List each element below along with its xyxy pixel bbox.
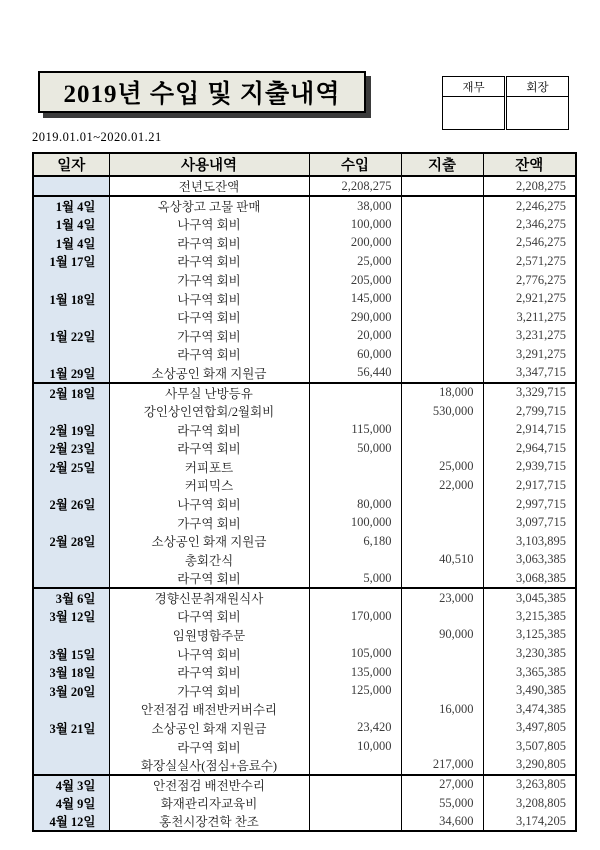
income-cell: 23,420 xyxy=(309,719,401,738)
table-row xyxy=(33,663,576,682)
income-cell xyxy=(309,626,401,645)
description-cell: 라구역 회비 xyxy=(109,345,309,364)
header-expense: 지출 xyxy=(401,153,483,176)
date-cell: 3월 12일 xyxy=(33,607,109,626)
balance-cell: 2,997,715 xyxy=(483,495,576,514)
income-cell xyxy=(309,812,401,831)
balance-cell: 3,103,895 xyxy=(483,532,576,551)
page-title: 2019년 수입 및 지출내역 xyxy=(63,81,341,108)
date-cell xyxy=(33,176,109,196)
income-cell: 115,000 xyxy=(309,420,401,439)
date-cell: 4월 9일 xyxy=(33,794,109,813)
income-cell xyxy=(309,458,401,477)
expense-cell xyxy=(401,439,483,458)
table-row xyxy=(33,402,576,421)
date-cell: 2월 18일 xyxy=(33,383,109,402)
income-cell: 2,208,275 xyxy=(309,176,401,196)
date-cell: 1월 29일 xyxy=(33,364,109,383)
description-cell: 안전점검 배전반수리 xyxy=(109,775,309,794)
table-row xyxy=(33,271,576,290)
chairman-label-cell: 회장 xyxy=(506,77,569,97)
expense-cell: 16,000 xyxy=(401,700,483,719)
description-cell: 다구역 회비 xyxy=(109,308,309,327)
income-cell: 145,000 xyxy=(309,289,401,308)
table-row xyxy=(33,681,576,700)
income-cell: 200,000 xyxy=(309,234,401,253)
header-row xyxy=(33,153,576,176)
description-cell: 사무실 난방등유 xyxy=(109,383,309,402)
balance-cell: 3,231,275 xyxy=(483,327,576,346)
month-section xyxy=(33,196,576,383)
table-row xyxy=(33,513,576,532)
expense-cell: 530,000 xyxy=(401,402,483,421)
income-cell: 6,180 xyxy=(309,532,401,551)
date-cell xyxy=(33,476,109,495)
income-cell: 105,000 xyxy=(309,644,401,663)
balance-cell: 2,776,275 xyxy=(483,271,576,290)
income-cell xyxy=(309,588,401,607)
date-cell: 1월 18일 xyxy=(33,289,109,308)
income-cell xyxy=(309,794,401,813)
table-row xyxy=(33,420,576,439)
income-cell xyxy=(309,383,401,402)
balance-cell: 3,507,805 xyxy=(483,737,576,756)
date-cell: 1월 17일 xyxy=(33,252,109,271)
balance-cell: 3,230,385 xyxy=(483,644,576,663)
expense-cell xyxy=(401,420,483,439)
description-cell: 다구역 회비 xyxy=(109,607,309,626)
date-cell: 3월 6일 xyxy=(33,588,109,607)
date-cell xyxy=(33,271,109,290)
balance-cell: 3,068,385 xyxy=(483,569,576,588)
expense-cell xyxy=(401,495,483,514)
balance-cell: 3,263,805 xyxy=(483,775,576,794)
income-cell: 56,440 xyxy=(309,364,401,383)
date-cell: 3월 15일 xyxy=(33,644,109,663)
expense-cell xyxy=(401,196,483,215)
description-cell: 경향신문취재원식사 xyxy=(109,588,309,607)
description-cell: 커피믹스 xyxy=(109,476,309,495)
balance-cell: 3,125,385 xyxy=(483,626,576,645)
expense-cell xyxy=(401,364,483,383)
balance-cell: 2,346,275 xyxy=(483,215,576,234)
income-cell xyxy=(309,551,401,570)
description-cell: 라구역 회비 xyxy=(109,252,309,271)
date-range: 2019.01.01~2020.01.21 xyxy=(32,130,162,144)
header-date: 일자 xyxy=(33,153,109,176)
date-cell: 1월 22일 xyxy=(33,327,109,346)
table-row xyxy=(33,234,576,253)
expense-cell xyxy=(401,532,483,551)
date-cell xyxy=(33,737,109,756)
table-row xyxy=(33,215,576,234)
balance-cell: 3,474,385 xyxy=(483,700,576,719)
chairman-sign-cell xyxy=(506,97,569,130)
date-cell: 1월 4일 xyxy=(33,196,109,215)
expense-cell: 27,000 xyxy=(401,775,483,794)
description-cell: 총회간식 xyxy=(109,551,309,570)
date-cell xyxy=(33,402,109,421)
description-cell: 안전점검 배전반커버수리 xyxy=(109,700,309,719)
date-cell: 4월 12일 xyxy=(33,812,109,831)
date-cell: 4월 3일 xyxy=(33,775,109,794)
description-cell: 커피포트 xyxy=(109,458,309,477)
table-row xyxy=(33,383,576,402)
balance-cell: 3,497,805 xyxy=(483,719,576,738)
table-row xyxy=(33,458,576,477)
expense-cell xyxy=(401,289,483,308)
ledger-table xyxy=(32,152,577,832)
balance-cell: 2,246,275 xyxy=(483,196,576,215)
expense-cell: 25,000 xyxy=(401,458,483,477)
table-row xyxy=(33,775,576,794)
expense-cell: 23,000 xyxy=(401,588,483,607)
date-cell: 3월 18일 xyxy=(33,663,109,682)
expense-cell xyxy=(401,644,483,663)
table-row xyxy=(33,308,576,327)
expense-cell: 217,000 xyxy=(401,756,483,775)
date-cell: 3월 21일 xyxy=(33,719,109,738)
table-row xyxy=(33,289,576,308)
description-cell: 소상공인 화재 지원금 xyxy=(109,532,309,551)
expense-cell: 18,000 xyxy=(401,383,483,402)
income-cell: 50,000 xyxy=(309,439,401,458)
balance-cell: 3,208,805 xyxy=(483,794,576,813)
treasurer-sign-cell xyxy=(443,97,506,130)
date-cell: 2월 28일 xyxy=(33,532,109,551)
income-cell: 290,000 xyxy=(309,308,401,327)
balance-cell: 2,799,715 xyxy=(483,402,576,421)
table-row xyxy=(33,176,576,196)
table-row xyxy=(33,607,576,626)
expense-cell xyxy=(401,681,483,700)
income-cell xyxy=(309,476,401,495)
date-cell xyxy=(33,700,109,719)
table-row xyxy=(33,439,576,458)
date-cell: 2월 19일 xyxy=(33,420,109,439)
description-cell: 라구역 회비 xyxy=(109,663,309,682)
table-row xyxy=(33,644,576,663)
balance-cell: 3,347,715 xyxy=(483,364,576,383)
description-cell: 나구역 회비 xyxy=(109,215,309,234)
description-cell: 강인상인연합회/2월회비 xyxy=(109,402,309,421)
income-cell xyxy=(309,775,401,794)
description-cell: 나구역 회비 xyxy=(109,495,309,514)
description-cell: 나구역 회비 xyxy=(109,289,309,308)
expense-cell: 55,000 xyxy=(401,794,483,813)
balance-cell: 2,208,275 xyxy=(483,176,576,196)
date-cell: 2월 25일 xyxy=(33,458,109,477)
expense-cell xyxy=(401,327,483,346)
balance-cell: 2,546,275 xyxy=(483,234,576,253)
balance-cell: 3,291,275 xyxy=(483,345,576,364)
description-cell: 화재관리자교육비 xyxy=(109,794,309,813)
balance-cell: 2,939,715 xyxy=(483,458,576,477)
date-cell: 1월 4일 xyxy=(33,215,109,234)
table-row xyxy=(33,476,576,495)
income-cell xyxy=(309,402,401,421)
income-cell: 38,000 xyxy=(309,196,401,215)
balance-cell: 3,290,805 xyxy=(483,756,576,775)
date-cell: 2월 26일 xyxy=(33,495,109,514)
description-cell: 나구역 회비 xyxy=(109,644,309,663)
date-cell xyxy=(33,756,109,775)
balance-cell: 3,045,385 xyxy=(483,588,576,607)
description-cell: 가구역 회비 xyxy=(109,681,309,700)
description-cell: 홍천시장견학 찬조 xyxy=(109,812,309,831)
date-cell xyxy=(33,345,109,364)
income-cell xyxy=(309,756,401,775)
table-row xyxy=(33,345,576,364)
balance-cell: 2,571,275 xyxy=(483,252,576,271)
expense-cell xyxy=(401,252,483,271)
balance-cell: 3,365,385 xyxy=(483,663,576,682)
balance-cell: 3,215,385 xyxy=(483,607,576,626)
signature-table xyxy=(442,76,569,130)
month-section xyxy=(33,588,576,775)
balance-cell: 3,063,385 xyxy=(483,551,576,570)
balance-cell: 2,917,715 xyxy=(483,476,576,495)
balance-cell: 2,964,715 xyxy=(483,439,576,458)
balance-cell: 3,490,385 xyxy=(483,681,576,700)
date-cell xyxy=(33,551,109,570)
description-cell: 전년도잔액 xyxy=(109,176,309,196)
table-row xyxy=(33,588,576,607)
description-cell: 옥상창고 고물 판매 xyxy=(109,196,309,215)
header-balance: 잔액 xyxy=(483,153,576,176)
title-box xyxy=(38,71,366,113)
description-cell: 임원명함주문 xyxy=(109,626,309,645)
table-row xyxy=(33,737,576,756)
expense-cell xyxy=(401,345,483,364)
description-cell: 라구역 회비 xyxy=(109,420,309,439)
table-row xyxy=(33,794,576,813)
table-row xyxy=(33,252,576,271)
date-cell xyxy=(33,626,109,645)
balance-cell: 3,174,205 xyxy=(483,812,576,831)
description-cell: 소상공인 화재 지원금 xyxy=(109,719,309,738)
description-cell: 소상공인 화재 지원금 xyxy=(109,364,309,383)
table-row xyxy=(33,569,576,588)
table-row xyxy=(33,626,576,645)
treasurer-label-cell: 재무 xyxy=(443,77,506,97)
expense-cell xyxy=(401,215,483,234)
income-cell: 80,000 xyxy=(309,495,401,514)
expense-cell xyxy=(401,569,483,588)
date-cell xyxy=(33,308,109,327)
expense-cell xyxy=(401,719,483,738)
header-description: 사용내역 xyxy=(109,153,309,176)
balance-cell: 3,211,275 xyxy=(483,308,576,327)
expense-cell xyxy=(401,234,483,253)
expense-cell xyxy=(401,308,483,327)
expense-cell xyxy=(401,663,483,682)
balance-cell: 3,329,715 xyxy=(483,383,576,402)
expense-cell: 40,510 xyxy=(401,551,483,570)
income-cell: 100,000 xyxy=(309,513,401,532)
table-row xyxy=(33,327,576,346)
description-cell: 가구역 회비 xyxy=(109,327,309,346)
date-cell: 1월 4일 xyxy=(33,234,109,253)
income-cell: 5,000 xyxy=(309,569,401,588)
date-cell: 3월 20일 xyxy=(33,681,109,700)
income-cell: 25,000 xyxy=(309,252,401,271)
table-row xyxy=(33,196,576,215)
description-cell: 가구역 회비 xyxy=(109,271,309,290)
balance-cell: 3,097,715 xyxy=(483,513,576,532)
description-cell: 라구역 회비 xyxy=(109,737,309,756)
table-row xyxy=(33,532,576,551)
expense-cell xyxy=(401,513,483,532)
expense-cell xyxy=(401,607,483,626)
description-cell: 라구역 회비 xyxy=(109,569,309,588)
date-cell: 2월 23일 xyxy=(33,439,109,458)
description-cell: 화장실실사(점심+음료수) xyxy=(109,756,309,775)
income-cell: 60,000 xyxy=(309,345,401,364)
month-section xyxy=(33,176,576,196)
description-cell: 라구역 회비 xyxy=(109,234,309,253)
description-cell: 라구역 회비 xyxy=(109,439,309,458)
income-cell: 100,000 xyxy=(309,215,401,234)
table-row xyxy=(33,364,576,383)
month-section xyxy=(33,775,576,832)
month-section xyxy=(33,383,576,588)
table-row xyxy=(33,812,576,831)
income-cell: 170,000 xyxy=(309,607,401,626)
date-cell xyxy=(33,513,109,532)
balance-cell: 2,921,275 xyxy=(483,289,576,308)
table-row xyxy=(33,495,576,514)
table-row xyxy=(33,719,576,738)
income-cell: 125,000 xyxy=(309,681,401,700)
expense-cell xyxy=(401,271,483,290)
income-cell: 205,000 xyxy=(309,271,401,290)
expense-cell xyxy=(401,737,483,756)
table-row xyxy=(33,551,576,570)
date-cell xyxy=(33,569,109,588)
description-cell: 가구역 회비 xyxy=(109,513,309,532)
income-cell: 10,000 xyxy=(309,737,401,756)
table-row xyxy=(33,756,576,775)
header-income: 수입 xyxy=(309,153,401,176)
expense-cell: 90,000 xyxy=(401,626,483,645)
table-row xyxy=(33,700,576,719)
expense-cell xyxy=(401,176,483,196)
income-cell: 135,000 xyxy=(309,663,401,682)
expense-cell: 34,600 xyxy=(401,812,483,831)
income-cell xyxy=(309,700,401,719)
balance-cell: 2,914,715 xyxy=(483,420,576,439)
income-cell: 20,000 xyxy=(309,327,401,346)
expense-cell: 22,000 xyxy=(401,476,483,495)
